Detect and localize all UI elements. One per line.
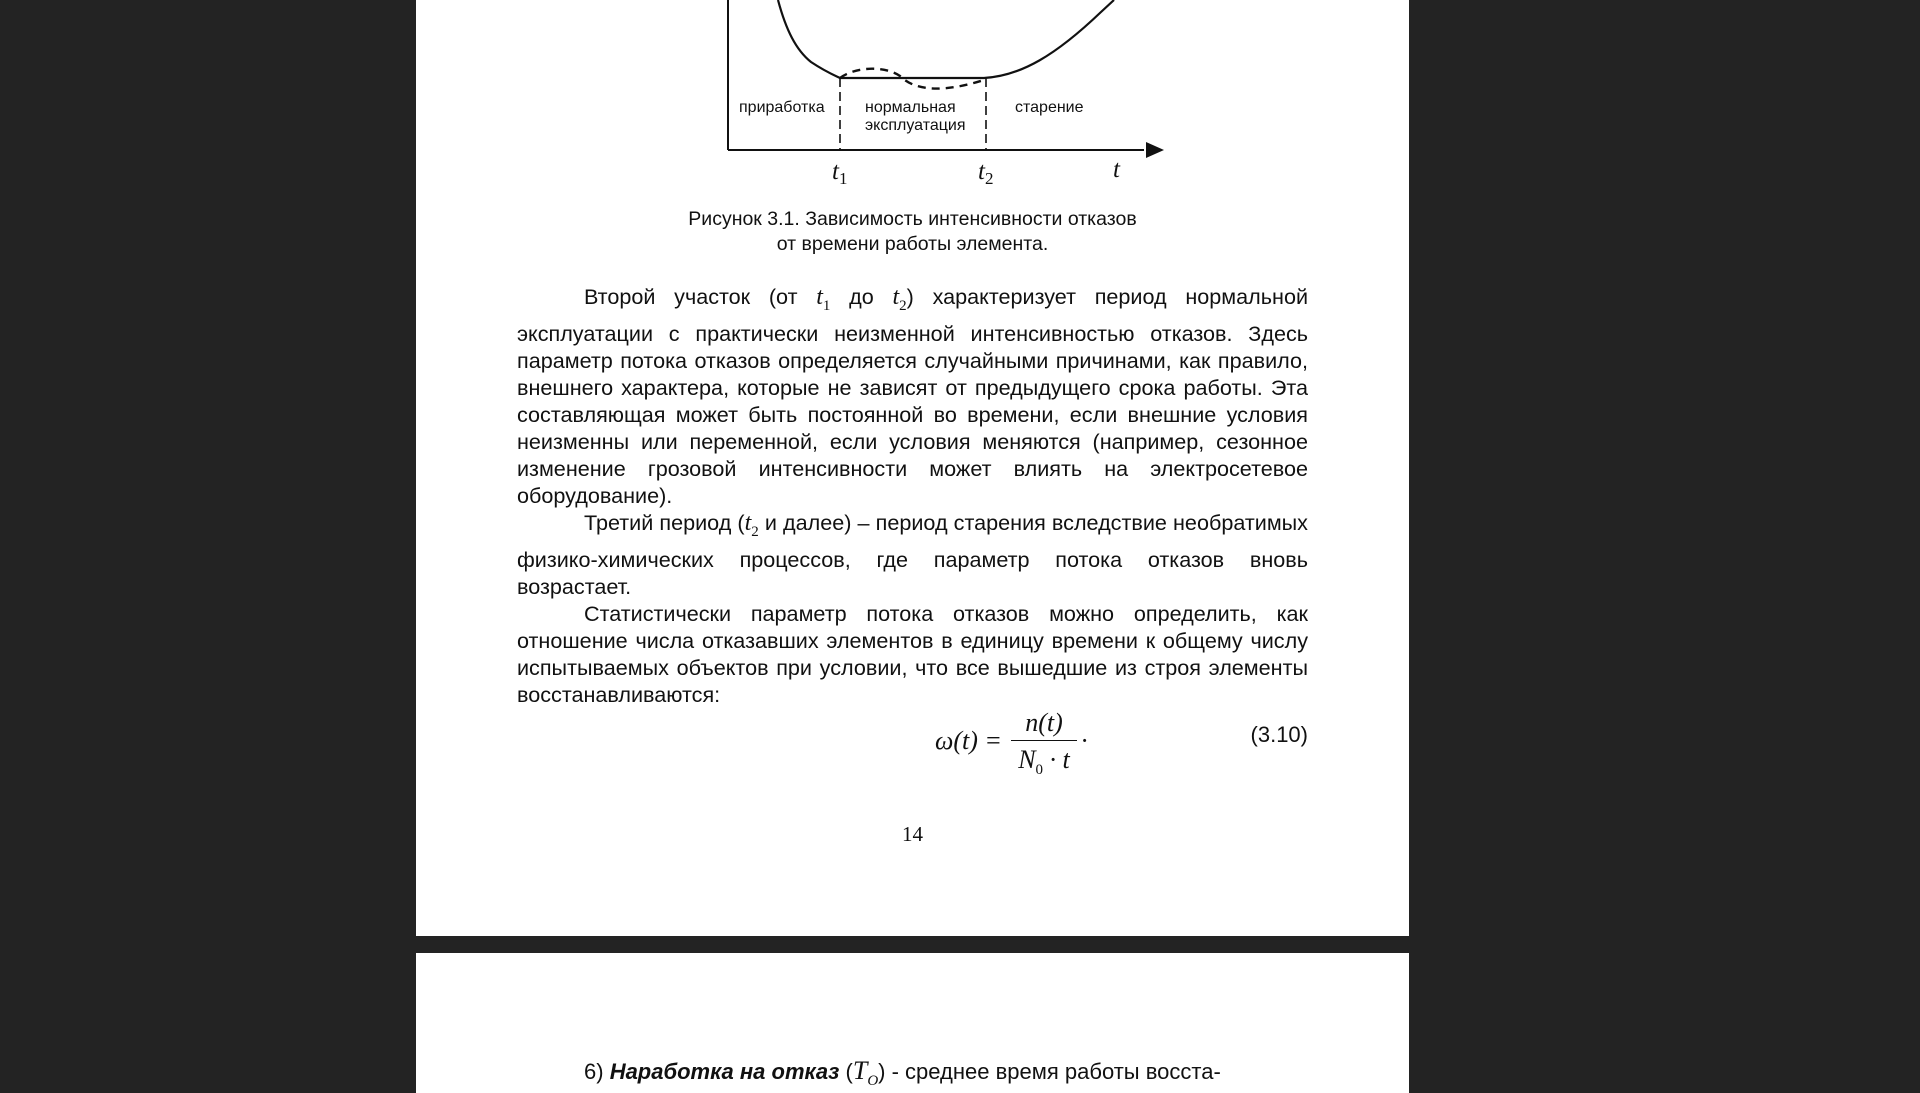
paragraph-second-period: Второй участок (от $t_1$ до $t_2$) характеризует период нормальной эксплуатации с практически неизменной интенсивностью отказов. Здесь параметр потока отказов определяется случайными причинами, как правило, внешнего характера, которые не зависят от предыдущего срока работы. Эта составляющая может быть постоянной во времени, если внешние условия неизменны или переменной, если условия меняются (например, сезонное изменение грозовой интенсивности может влиять на электросетевое оборудование). (517, 284, 1309, 508)
document-page-next (416, 953, 1409, 1093)
term-mtbf: Наработка на отказ (609, 1059, 840, 1084)
equation-trailing-dot: · (1081, 726, 1088, 755)
body-text (517, 283, 1308, 708)
caption-line-2: от времени работы элемента. (776, 233, 1049, 255)
equation-3-10 (517, 706, 1308, 786)
paragraph-statistics: Статистически параметр потока отказов можно определить, как отношение числа отказавших элементов в единицу времени к общему числу испытываемых объектов при условии, что все вышедшие из строя элементы восстанавливаются: (517, 600, 1308, 707)
region-label-burn-in: приработка (739, 99, 825, 116)
region-label-normal-line1: нормальная (865, 99, 956, 116)
failure-rate-figure (416, 0, 1409, 200)
x-axis-arrow (1146, 142, 1164, 158)
equation-fraction (1013, 706, 1075, 777)
equation-numerator: n(t) (1025, 708, 1063, 737)
axis-label-t2: $t_2$ (978, 158, 994, 188)
caption-line-1: Рисунок 3.1. Зависимость интенсивности отказов (688, 208, 1137, 230)
region-label-normal-line2: эксплуатация (865, 117, 966, 134)
math-t1: $t_1$ (816, 284, 831, 314)
document-page (416, 0, 1409, 936)
math-to: $T_O$ (852, 1056, 879, 1090)
failure-rate-curve (778, 0, 1114, 78)
page-number: 14 (902, 822, 923, 846)
next-page-text: 6) Наработка на отказ $(T_O)$ - среднее время работы восста- (584, 1056, 1221, 1090)
equation-number: (3.10) (1250, 722, 1308, 747)
axis-label-t1: $t_1$ (832, 158, 848, 188)
math-t2-b: $t_2$ (744, 509, 759, 540)
figure-caption (416, 207, 1409, 257)
equation-denominator: $N_0 \cdot t$ (1018, 745, 1070, 779)
equation-lhs: ω(t) = (935, 726, 1002, 755)
paragraph-third-period: Третий период ($t_2$ и далее) – период старения вследствие необратимых физико-химических процессов, где параметр потока отказов вновь возрастает. (517, 509, 1308, 599)
axis-label-t: t (1113, 156, 1120, 183)
region-label-aging: старение (1015, 99, 1084, 116)
math-t2: $t_2$ (892, 284, 907, 314)
